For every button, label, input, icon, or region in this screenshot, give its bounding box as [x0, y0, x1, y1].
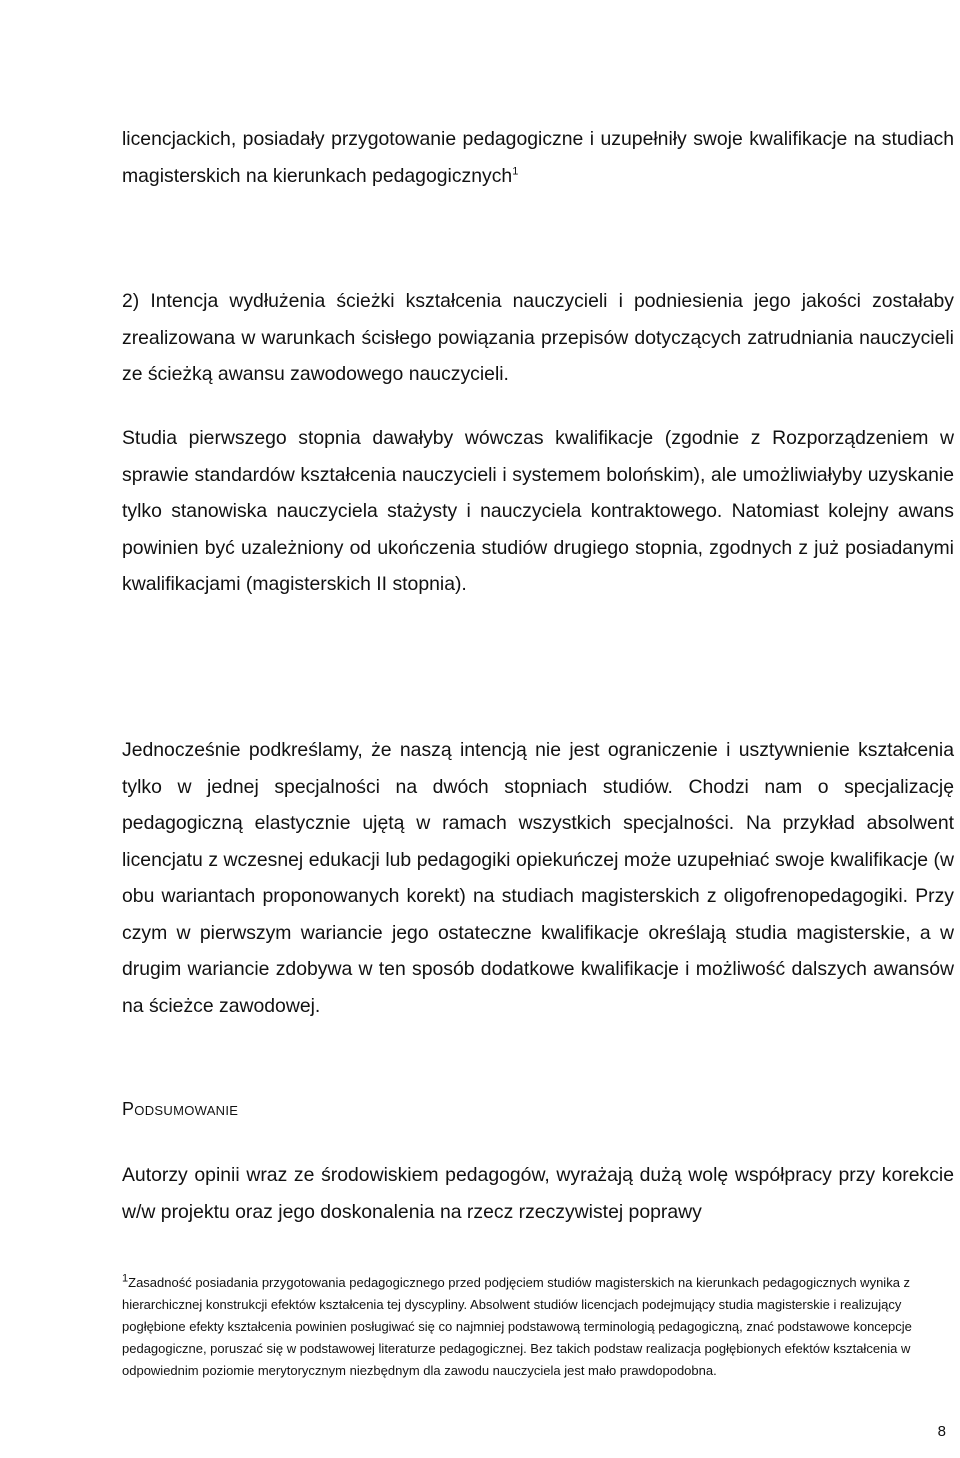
paragraph-continuation-text: licencjackich, posiadały przygotowanie pedagogiczne i uzupełniły swoje kwalifikacje na studiach magisterskich na kierunkach pedagogicznych: [122, 128, 954, 187]
section-heading-summary: Podsumowanie: [122, 1099, 239, 1119]
paragraph-first-cycle-studies: Studia pierwszego stopnia dawałyby wówczas kwalifikacje (zgodnie z Rozporządzeniem w sprawie standardów kształcenia nauczycieli i systemem bolońskim), ale umożliwiałyby uzyskanie tylko stanowiska nauczyciela stażysty i nauczyciela kontraktowego. Natomiast kolejny awans powinien być uzależniony od ukończenia studiów drugiego stopnia, zgodnych z już posiadanymi kwalifikacjami (magisterskich II stopnia).: [122, 427, 954, 595]
paragraph-specialization: Jednocześnie podkreślamy, że naszą intencją nie jest ograniczenie i usztywnienie kształcenia tylko w jednej specjalności na dwóch stopniach studiów. Chodzi nam o specjalizację pedagogiczną elastycznie ujętą w ramach wszystkich specjalności. Na przykład absolwent licencjatu z wczesnej edukacji lub pedagogiki opiekuńczej może uzupełniać swoje kwalifikacje (w obu wariantach proponowanych korekt) na studiach magisterskich z oligofrenopedagogiki. Przy czym w pierwszym wariancie jego ostateczne kwalifikacje określają studia magisterskie, a w drugim wariancie zdobywa w ten sposób dodatkowe kwalifikacje i możliwość dalszych awansów na ścieżce zawodowej.: [122, 739, 954, 1017]
footnote-text: Zasadność posiadania przygotowania pedagogicznego przed podjęciem studiów magisterskich na kierunkach pedagogicznych wynika z hierarchicznej konstrukcji efektów kształcenia tej dyscypliny. Absolwent studiów licencjach podejmujący studia magisterskie i realizujący pogłębione efekty kształcenia powinien posługiwać się co najmniej podstawową terminologią pedagogiczną, znać podstawowe koncepcje pedagogiczne, poruszać się w podstawowej literaturze pedagogicznej. Bez takich podstaw realizacja pogłębionych efektów kształcenia w odpowiednim poziomie merytorycznym niezbędnym dla zawodu nauczyciela jest mało prawdopodobna.: [122, 1275, 912, 1378]
footnote-marker: 1: [122, 1272, 129, 1285]
footnote-reference: 1: [512, 165, 519, 178]
page-number: 8: [937, 1423, 946, 1440]
footnote: [122, 1272, 954, 1382]
paragraph-intention: 2) Intencja wydłużenia ścieżki kształcenia nauczycieli i podniesienia jego jakości zostałaby zrealizowana w warunkach ścisłego powiązania przepisów dotyczących zatrudniania nauczycieli ze ścieżką awansu zawodowego nauczycieli.: [122, 290, 954, 385]
paragraph-summary: Autorzy opinii wraz ze środowiskiem pedagogów, wyrażają dużą wolę współpracy przy korekcie w/w projektu oraz jego doskonalenia na rzecz rzeczywistej poprawy: [122, 1164, 954, 1223]
paragraph-continuation: [122, 121, 954, 194]
